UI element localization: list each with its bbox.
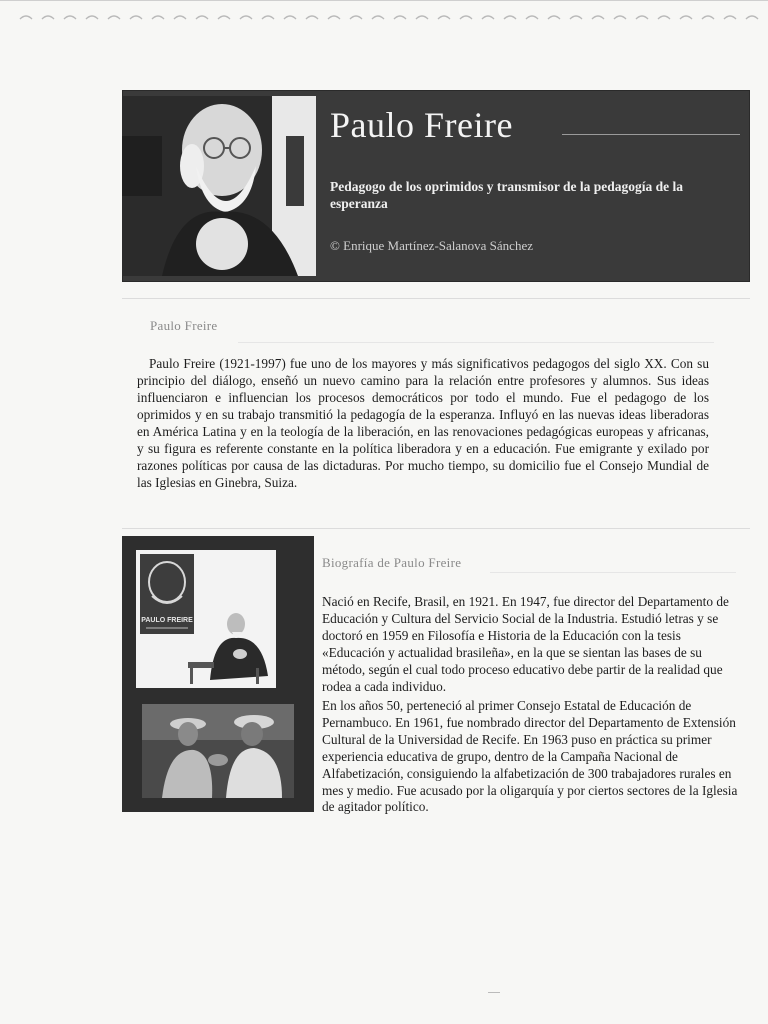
seated-photo-illustration [136,550,276,688]
intro-heading: Paulo Freire [150,318,218,333]
biography-image-panel [122,536,314,812]
intro-paragraph: Paulo Freire (1921-1997) fue uno de los mayores y más significativos pedagogos del siglo XX. Con su principio del diálogo, enseñó un nuevo camino para la relación entre profesores y alumnos. Sus ideas influenciaron e influencian los procesos democráticos por todo el mundo. Fue el pedagogo de los oprimidos y en su trabajo transmitió la pedagogía de la esperanza. Influyó en las nuevas ideas liberadoras en América Latina y en la teología de la liberación, en las renovaciones pedagógicas europeas y africanas, y su figura es referente constante en la política liberadora y en a educación. Fue emigrante y exilado por razones políticas por causa de las dictaduras. Por mucho tiempo, su domicilio fue el Consejo Mundial de las Iglesias en Ginebra, Suiza. [137,356,709,490]
portrait-photo [122,96,316,276]
biography-paragraph-1: Nació en Recife, Brasil, en 1921. En 1947, fue director del Departamento de Educación y Cultura del Servicio Social de la Industria. Estudió letras y se doctoró en 1959 en Filosofía e Historia de la Educación con la tesis «Educación y actualidad brasileña», en la que se sientan las bases de su método, según el cual todo proceso educativo debe partir de la realidad que rodea a cada individuo. [322,594,729,694]
freire-seated-photo [136,550,276,688]
literacy-class-photo [142,704,294,798]
binding-edge [0,0,768,30]
section-divider [122,528,750,529]
heading-underline [238,342,714,343]
title-underline [562,134,740,135]
page-mark [488,992,500,993]
biography-paragraph-2: En los años 50, perteneció al primer Consejo Estatal de Educación de Pernambuco. En 1961, fue nombrado director del Departamento de Extensión Cultural de la Universidad de Recife. En 1963 puso en práctica su primer experiencia educativa de grupo, dentro de la Campaña Nacional de Alfabetización, consiguiendo la alfabetización de 300 trabajadores rurales en mes y medio. Fue acusado por la oligarquía y por ciertos sectores de la Iglesia de agitador político. [322,698,738,815]
author-credit: © Enrique Martínez-Salanova Sánchez [330,238,533,253]
page-subtitle: Pedagogo de los oprimidos y transmisor de la pedagogía de la esperanza [330,179,684,211]
section-divider [122,298,750,299]
class-photo-illustration [142,704,294,798]
poster-text: PAULO FREIRE [141,617,193,624]
biography-heading: Biografía de Paulo Freire [322,555,462,570]
header-banner [122,90,750,282]
heading-underline [490,572,736,573]
page-title: Paulo Freire [330,105,513,145]
portrait-illustration [122,96,316,276]
